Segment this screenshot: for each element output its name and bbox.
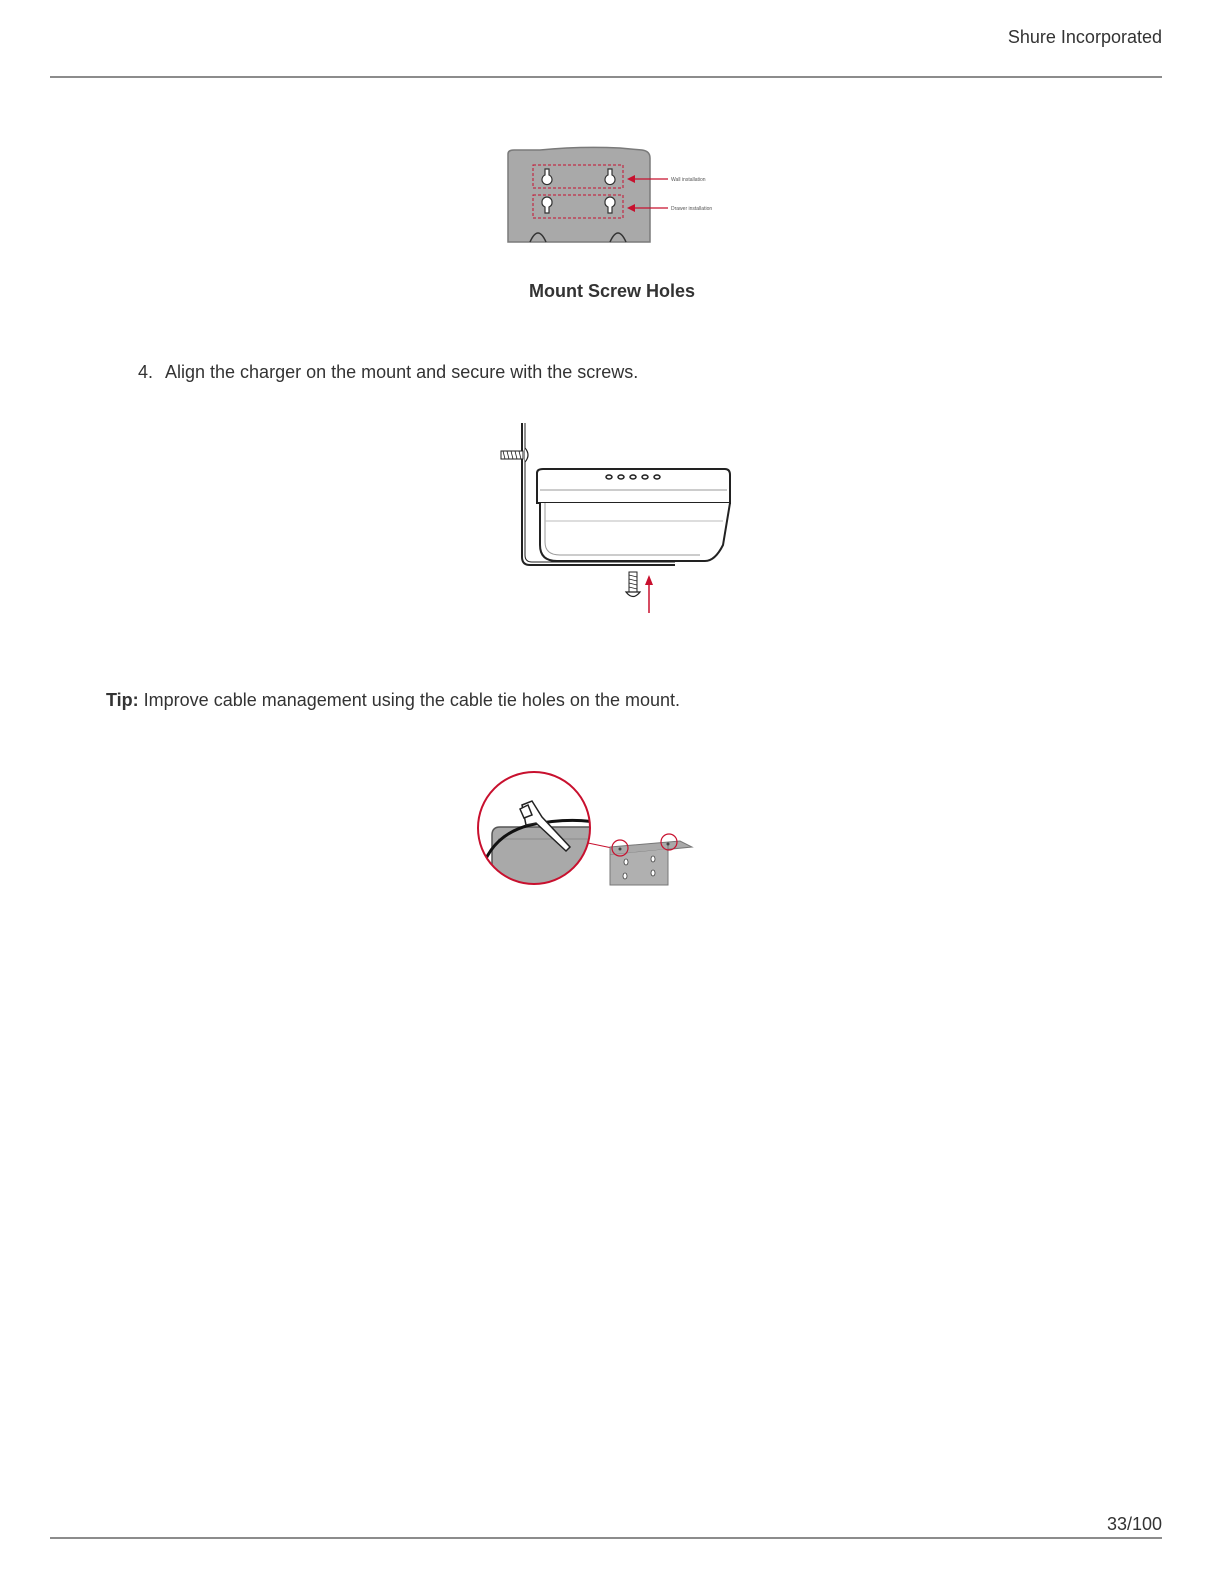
- side-screw-icon: [501, 448, 528, 462]
- tip-label: Tip:: [106, 690, 139, 710]
- up-arrow-icon: [645, 575, 653, 585]
- mount-screw-holes-figure: [500, 140, 720, 250]
- tip-text: Improve cable management using the cable tie holes on the mount.: [138, 690, 680, 710]
- tip-note: [106, 690, 680, 711]
- wall-installation-label: Wall installation: [671, 177, 706, 183]
- header-rule: [50, 76, 1162, 78]
- step-text: Align the charger on the mount and secure with the screws.: [165, 362, 639, 382]
- bottom-screw-icon: [626, 572, 640, 597]
- footer-rule: [50, 1537, 1162, 1539]
- step-item: [138, 362, 638, 383]
- cable-tie-figure: [470, 765, 710, 895]
- page-number: 33/100: [1106, 1514, 1162, 1534]
- step-number: 4.: [138, 362, 154, 382]
- mount-bracket-icon: [610, 841, 692, 885]
- drawer-installation-label: Drawer installation: [671, 206, 713, 212]
- figure-caption: Mount Screw Holes: [528, 281, 696, 301]
- charger-mount-figure: [495, 415, 745, 620]
- header-company: Shure Incorporated: [1007, 27, 1162, 47]
